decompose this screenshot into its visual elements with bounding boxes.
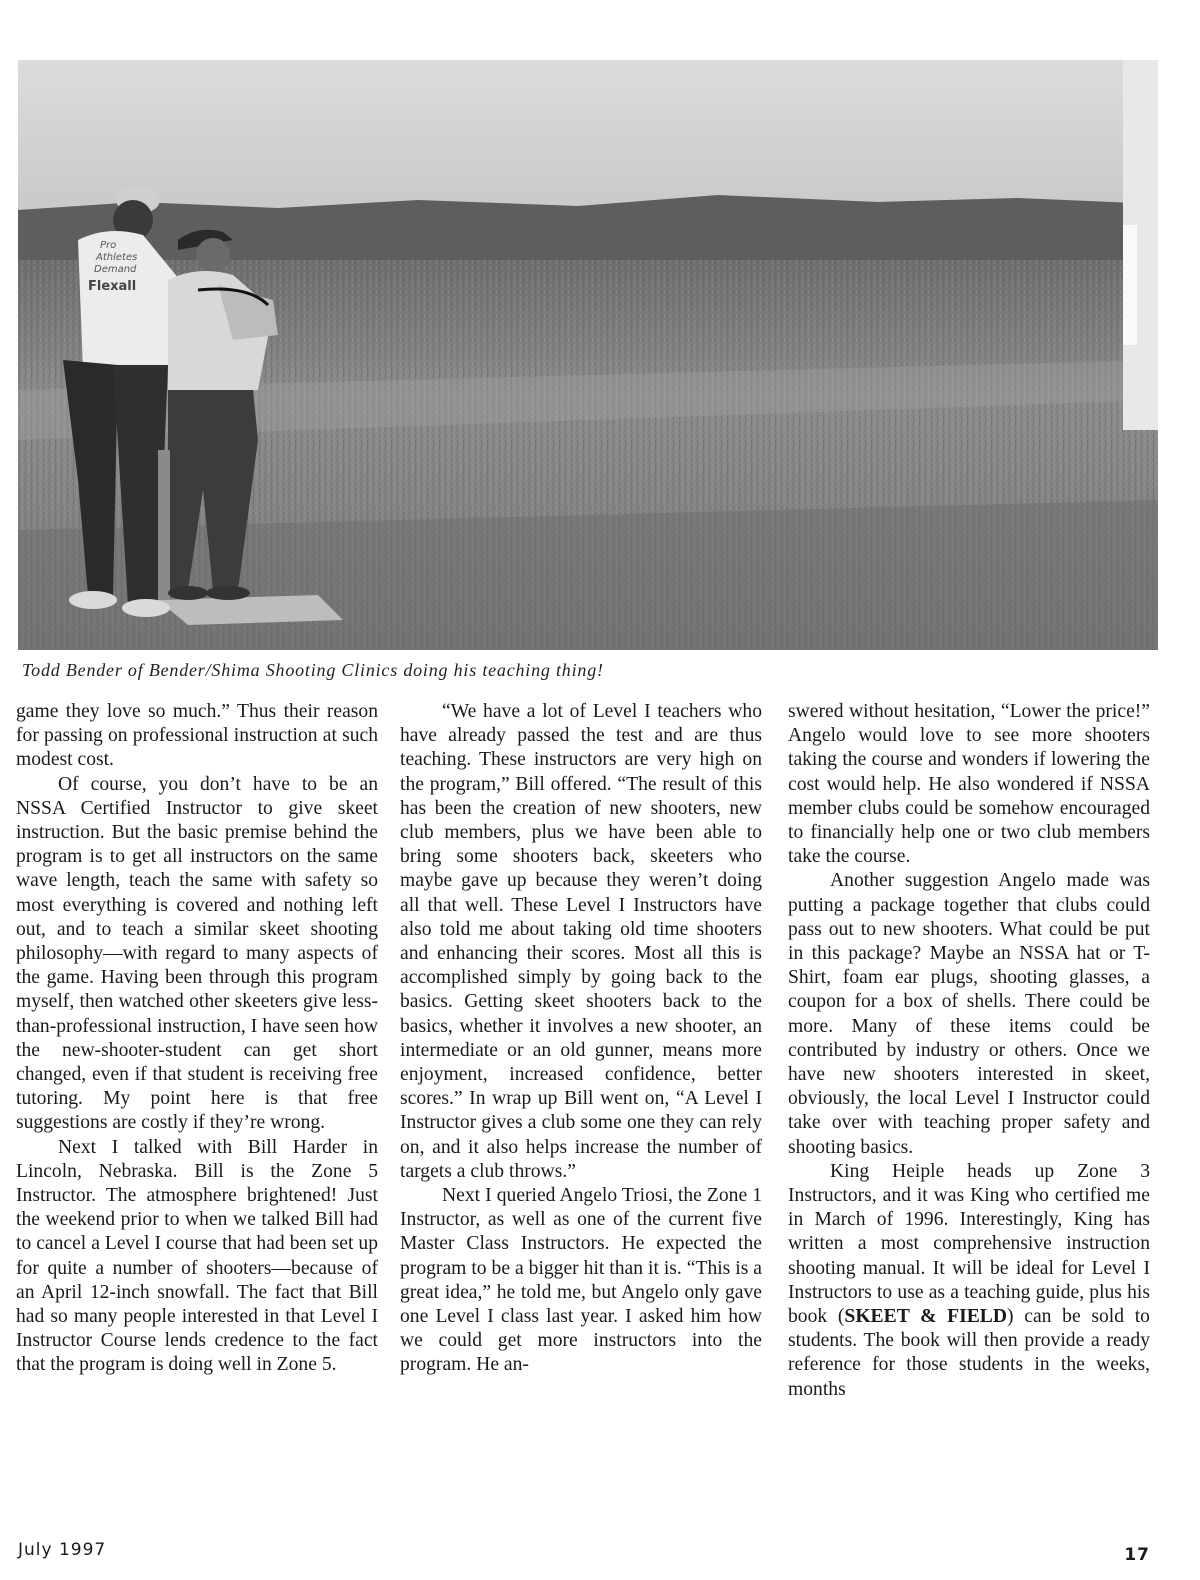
paragraph	[788, 1160, 1150, 1402]
shirt-line-3: Demand	[94, 264, 137, 275]
page-number: 17	[1124, 1545, 1150, 1565]
shooting-range-photo	[18, 60, 1158, 650]
issue-date: July 1997	[18, 1540, 107, 1560]
paragraph-text: ) can be sold to students. The book will then provide a ready reference for those students in the weeks, months	[788, 1306, 1150, 1400]
paragraph: game they love so much.” Thus their reason for passing on professional instruction at such modest cost.	[16, 701, 378, 771]
paragraph: “We have a lot of Level I teachers who have already passed the test and are thus teaching. These instructors are very high on the program,” Bill offered. “The result of this has been the creation of new shooters, new club members, plus we have been able to bring some shooters back, skeeters who maybe gave up because they weren’t doing all that well. These Level I Instructors have also told me about taking old time shooters and enhancing their scores. Most all this is accomplished simply by going back to the basics. Getting skeet shooters back to the basics, whether it involves a new shooter, an intermediate or an old gunner, means more enjoyment, increased confidence, better scores.” In wrap up Bill went on, “A Level I Instructor gives a club some one they can rely on, and it also helps increase the number of targets a club throws.”	[400, 701, 762, 1182]
paragraph: Another suggestion Angelo made was putting a package together that clubs could pass out to new shooters. What could be put in this package? Maybe an NSSA hat or T-Shirt, foam ear plugs, shooting glasses, a coupon for a box of shells. There could be more. Many of these items could be contributed by industry or others. Once we have new shooters interested in skeet, obviously, the local Level I Instructor could take over with teaching proper safety and shooting basics.	[788, 870, 1150, 1158]
photo-caption: Todd Bender of Bender/Shima Shooting Clinics doing his teaching thing!	[22, 660, 604, 680]
article-column-3	[788, 700, 1150, 1402]
paragraph: Next I talked with Bill Harder in Lincoln, Nebraska. Bill is the Zone 5 Instructor. The atmosphere brightened! Just the weekend prior to when we talked Bill had to cancel a Level I course that had been set up for quite a number of shooters—because of an April 12-inch snowfall. The fact that Bill had so many people interested in that Level I Instructor Course lends credence to the fact that the program is doing well in Zone 5.	[16, 1136, 378, 1376]
paragraph: swered without hesitation, “Lower the price!” Angelo would love to see more shooters taking the course and wonders if lowering the cost would help. He also wondered if NSSA member clubs could be somehow encouraged to financially help one or two club members take the course.	[788, 701, 1150, 868]
article-column-2	[400, 700, 762, 1378]
book-title: SKEET & FIELD	[844, 1306, 1008, 1328]
paragraph: Next I queried Angelo Triosi, the Zone 1 Instructor, as well as one of the current five Master Class Instructors. He expected the program to be a bigger hit than it is. “This is a great idea,” he told me, but Angelo only gave one Level I class last year. I asked him how we could get more instructors into the program. He an-	[400, 1185, 762, 1376]
shirt-line-2: Athletes	[96, 252, 138, 263]
article-photo	[18, 60, 1158, 650]
article-column-1	[16, 700, 378, 1378]
sky	[18, 60, 1158, 210]
paragraph-text: King Heiple heads up Zone 3 Instructors, and it was King who certified me in March of 1996. Interestingly, King has written a most comprehensive instruction shooting manual. It will be ideal for Level I Instructors to use as a teaching guide, plus his book (	[788, 1160, 1150, 1328]
shirt-line-1: Pro	[100, 240, 117, 251]
shirt-line-4: Flexall	[88, 279, 137, 294]
paragraph: Of course, you don’t have to be an NSSA Certified Instructor to give skeet instruction. But the basic premise behind the program is to get all instructors on the same wave length, teach the same with safety so most everything is covered and nothing left out, and to teach a similar skeet shooting philosophy—with regard to many aspects of the game. Having been through this program myself, then watched other skeeters give less-than-professional instruction, I have seen how the new-shooter-student can get short changed, even if that student is receiving free tutoring. My point here is that free suggestions are costly if they’re wrong.	[16, 773, 378, 1134]
